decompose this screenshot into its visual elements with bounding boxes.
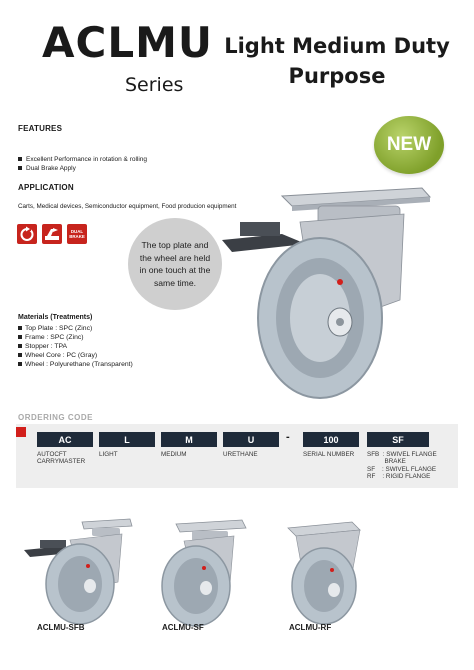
callout-text: The top plate and the wheel are held in one touch at the same time.: [139, 240, 211, 288]
code-desc-m: MEDIUM: [161, 451, 187, 458]
materials-heading: Materials (Treatments): [18, 314, 93, 321]
code-box-ac: AC: [37, 432, 93, 447]
material-item: Stopper : TPA: [18, 343, 67, 350]
code-desc-u: URETHANE: [223, 451, 258, 458]
model-label-rf: ACLMU-RF: [289, 623, 332, 632]
code-dash: -: [286, 431, 290, 443]
material-item: Top Plate : SPC (Zinc): [18, 325, 92, 332]
model-label-sf: ACLMU-SF: [162, 623, 204, 632]
feature-item: Dual Brake Apply: [18, 165, 76, 172]
purpose-line-1: Light Medium Duty: [224, 34, 450, 58]
series-subtitle: Series: [125, 74, 184, 96]
material-item: Frame : SPC (Zinc): [18, 334, 84, 341]
code-box-m: M: [161, 432, 217, 447]
code-desc-sf: SFB : SWIVEL FLANGE BRAKE SF : SWIVEL FLANGE RF : RIGID FLANGE: [367, 451, 437, 481]
material-item: Wheel : Polyurethane (Transparent): [18, 361, 133, 368]
code-box-u: U: [223, 432, 279, 447]
code-desc-100: SERIAL NUMBER: [303, 451, 355, 458]
code-box-100: 100: [303, 432, 359, 447]
code-box-sf: SF: [367, 432, 429, 447]
purpose-line-2: Purpose: [288, 64, 386, 88]
new-badge: NEW: [374, 116, 444, 174]
application-text: Carts, Medical devices, Semiconductor equipment, Food producion equipment: [18, 203, 237, 210]
code-desc-ac: AUTOCFT CARRYMASTER: [37, 451, 86, 466]
dual-brake-label-2: BRAKE: [69, 234, 85, 239]
ordering-code-heading: ORDERING CODE: [18, 413, 93, 422]
series-title: ACLMU: [42, 18, 213, 67]
dual-brake-label-1: DUAL: [70, 229, 84, 234]
model-label-sfb: ACLMU-SFB: [37, 623, 85, 632]
application-heading: APPLICATION: [18, 183, 74, 192]
code-box-l: L: [99, 432, 155, 447]
material-item: Wheel Core : PC (Gray): [18, 352, 97, 359]
code-desc-l: LIGHT: [99, 451, 118, 458]
features-heading: FEATURES: [18, 124, 63, 133]
feature-item: Excellent Performance in rotation & rolling: [18, 156, 147, 163]
